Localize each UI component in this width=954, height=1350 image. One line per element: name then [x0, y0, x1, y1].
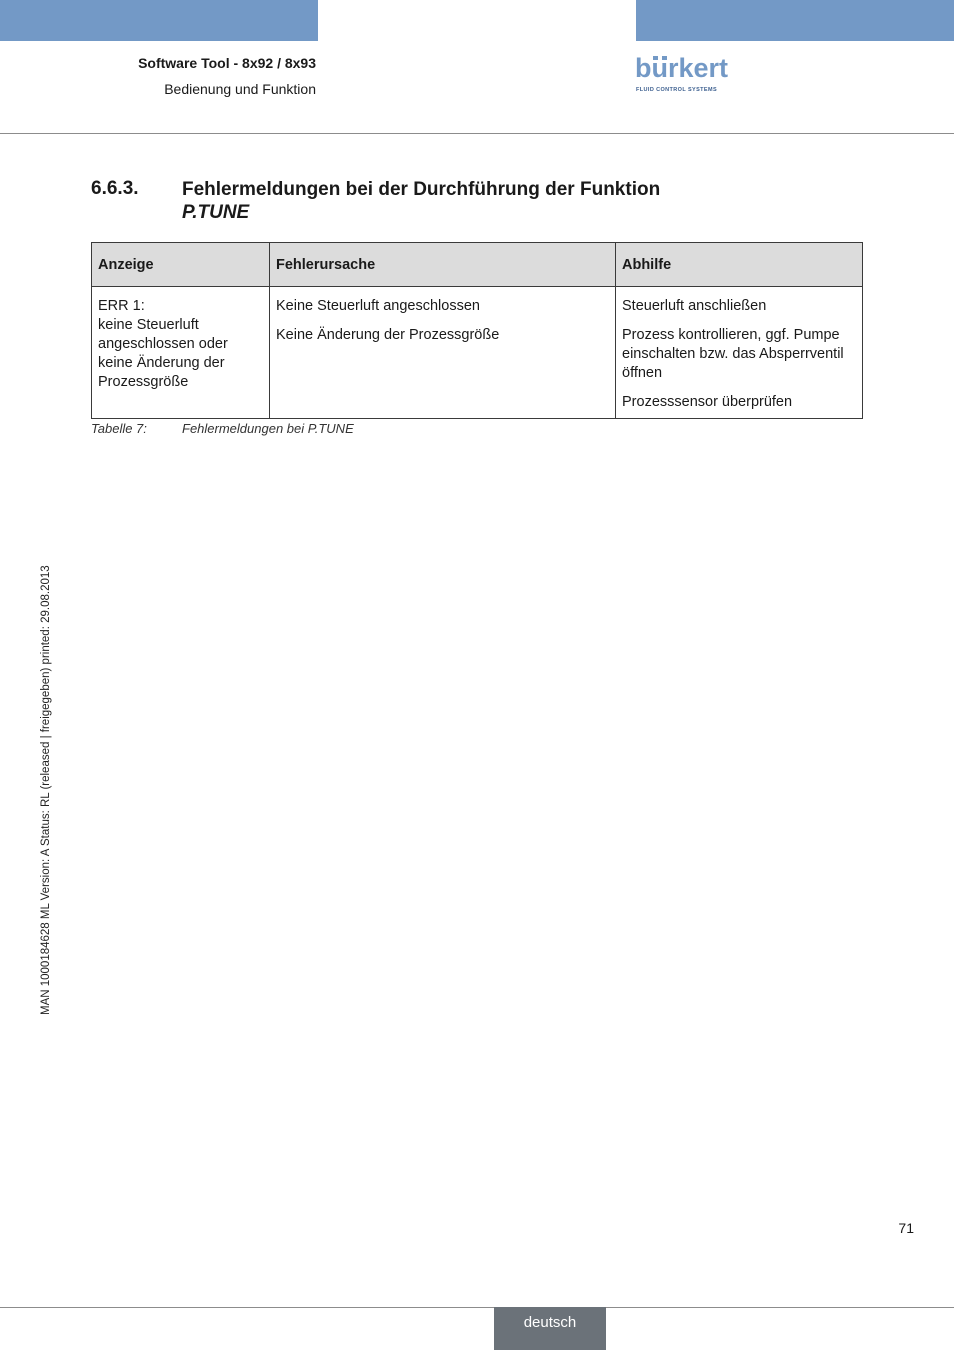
table-row — [92, 287, 863, 419]
cause-item: Keine Änderung der Prozessgröße — [276, 327, 500, 343]
caption-text: Fehlermeldungen bei P.TUNE — [182, 421, 354, 436]
document-title: Software Tool - 8x92 / 8x93 — [138, 55, 316, 71]
header-accent-bar-left — [0, 0, 318, 41]
caption-label: Tabelle 7: — [91, 421, 147, 436]
column-header-fehlerursache: Fehlerursache — [270, 243, 616, 287]
section-number: 6.6.3. — [91, 178, 139, 199]
section-title — [182, 178, 660, 224]
cause-item: Keine Steuerluft angeschlossen — [276, 298, 480, 314]
header-divider — [0, 133, 954, 134]
document-metadata-vertical: MAN 1000184628 ML Version: A Status: RL (released | freigegeben) printed: 29.08.2013 — [40, 565, 52, 1015]
error-table — [91, 242, 863, 419]
error-code: ERR 1: — [98, 298, 145, 314]
burkert-logo — [635, 53, 735, 96]
table-caption — [91, 421, 354, 436]
error-description: keine Steuerluft angeschlossen oder keine Änderung der Prozessgröße — [98, 317, 228, 390]
remedy-item: Prozesssensor überprüfen — [622, 394, 793, 410]
header-accent-bar-right — [636, 0, 954, 41]
footer-divider — [0, 1307, 954, 1308]
language-tab: deutsch — [494, 1307, 606, 1350]
table-header-row — [92, 243, 863, 287]
remedy-item: Steuerluft anschließen — [622, 298, 767, 314]
page-number: 71 — [898, 1220, 914, 1236]
remedy-item: Prozess kontrollieren, ggf. Pumpe einschalten bzw. das Absperrventil öffnen — [622, 327, 844, 381]
section-title-text: Fehlermeldungen bei der Durchführung der Funktion — [182, 179, 661, 200]
section-title-emphasis: P.TUNE — [182, 202, 250, 223]
document-subtitle: Bedienung und Funktion — [164, 81, 316, 97]
column-header-anzeige: Anzeige — [92, 243, 270, 287]
cell-fehlerursache — [270, 287, 616, 419]
logo-tagline: FLUID CONTROL SYSTEMS — [636, 87, 718, 93]
logo-wordmark: burkert — [635, 53, 729, 83]
cell-anzeige — [92, 287, 270, 419]
cell-abhilfe — [616, 287, 863, 419]
column-header-abhilfe: Abhilfe — [616, 243, 863, 287]
